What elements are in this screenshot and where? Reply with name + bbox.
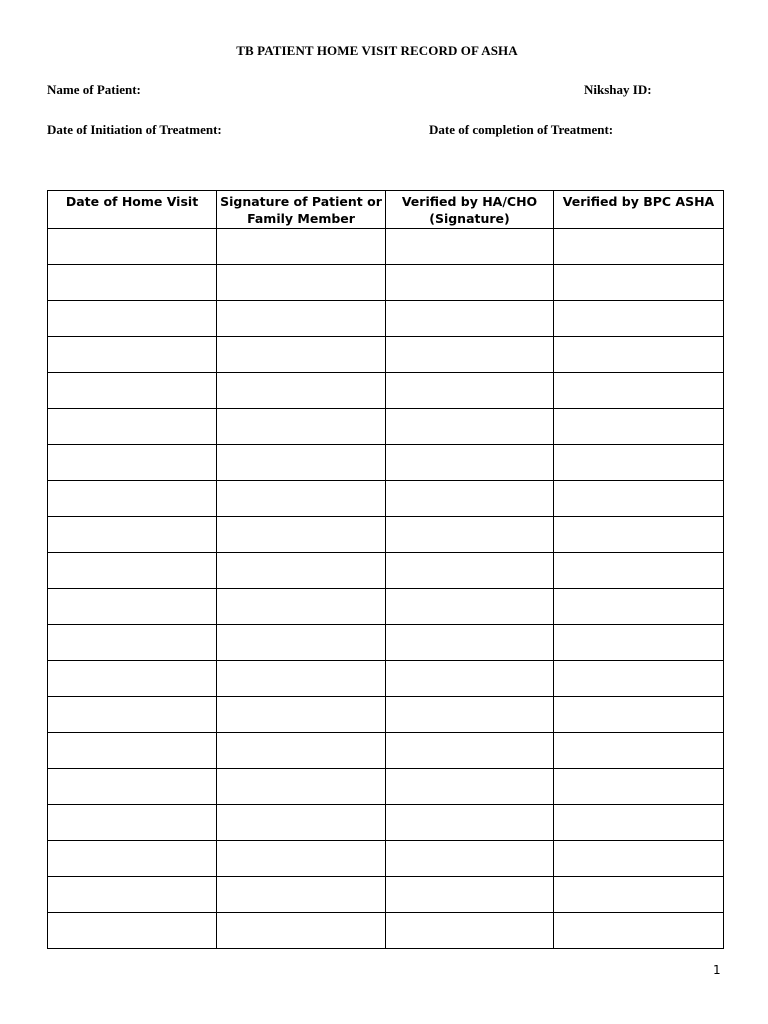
name-of-patient-label: Name of Patient: (47, 82, 141, 97)
table-cell[interactable] (386, 553, 554, 589)
date-of-initiation-label: Date of Initiation of Treatment: (47, 122, 222, 137)
column-header-signature-of-patient: Signature of Patient or Family Member (217, 191, 386, 229)
table-cell[interactable] (554, 805, 724, 841)
table-cell[interactable] (554, 841, 724, 877)
table-row (48, 769, 724, 805)
table-cell[interactable] (386, 445, 554, 481)
table-cell[interactable] (48, 697, 217, 733)
page-title: TB PATIENT HOME VISIT RECORD OF ASHA (236, 43, 518, 58)
table-row (48, 409, 724, 445)
table-cell[interactable] (554, 661, 724, 697)
table-cell[interactable] (217, 589, 386, 625)
table-cell[interactable] (386, 913, 554, 949)
page-number: 1 (713, 963, 721, 977)
table-cell[interactable] (386, 229, 554, 265)
table-cell[interactable] (554, 913, 724, 949)
table-cell[interactable] (217, 337, 386, 373)
table-cell[interactable] (217, 661, 386, 697)
table-cell[interactable] (48, 517, 217, 553)
table-header-row (48, 191, 724, 229)
table-cell[interactable] (217, 841, 386, 877)
table-cell[interactable] (48, 769, 217, 805)
table-cell[interactable] (386, 841, 554, 877)
column-header-date-of-home-visit: Date of Home Visit (48, 191, 217, 229)
table-cell[interactable] (554, 697, 724, 733)
table-cell[interactable] (386, 733, 554, 769)
table-cell[interactable] (217, 553, 386, 589)
table-cell[interactable] (48, 553, 217, 589)
table-cell[interactable] (217, 805, 386, 841)
nikshay-id-label: Nikshay ID: (584, 82, 652, 97)
table-cell[interactable] (48, 805, 217, 841)
table-cell[interactable] (217, 877, 386, 913)
table-cell[interactable] (48, 373, 217, 409)
table-cell[interactable] (386, 589, 554, 625)
table-cell[interactable] (386, 697, 554, 733)
table-cell[interactable] (386, 769, 554, 805)
table-cell[interactable] (48, 481, 217, 517)
table-cell[interactable] (554, 769, 724, 805)
table-cell[interactable] (48, 841, 217, 877)
table-cell[interactable] (48, 625, 217, 661)
table-cell[interactable] (386, 409, 554, 445)
home-visit-table (47, 190, 724, 949)
table-cell[interactable] (554, 625, 724, 661)
table-cell[interactable] (217, 373, 386, 409)
table-row (48, 661, 724, 697)
table-row (48, 337, 724, 373)
table-cell[interactable] (217, 301, 386, 337)
table-row (48, 913, 724, 949)
table-cell[interactable] (217, 409, 386, 445)
table-cell[interactable] (217, 265, 386, 301)
table-cell[interactable] (554, 265, 724, 301)
table-cell[interactable] (48, 229, 217, 265)
table-cell[interactable] (217, 517, 386, 553)
table-cell[interactable] (554, 409, 724, 445)
table-cell[interactable] (554, 337, 724, 373)
table-cell[interactable] (48, 733, 217, 769)
table-cell[interactable] (554, 517, 724, 553)
table-cell[interactable] (386, 301, 554, 337)
table-cell[interactable] (386, 265, 554, 301)
table-row (48, 373, 724, 409)
table-row (48, 805, 724, 841)
table-cell[interactable] (217, 481, 386, 517)
table-cell[interactable] (554, 877, 724, 913)
table-row (48, 589, 724, 625)
table-row (48, 517, 724, 553)
table-cell[interactable] (48, 265, 217, 301)
table-row (48, 733, 724, 769)
table-cell[interactable] (554, 553, 724, 589)
table-cell[interactable] (386, 517, 554, 553)
table-cell[interactable] (217, 625, 386, 661)
table-cell[interactable] (554, 481, 724, 517)
table-cell[interactable] (217, 445, 386, 481)
table-row (48, 553, 724, 589)
table-cell[interactable] (217, 913, 386, 949)
table-cell[interactable] (48, 445, 217, 481)
table-cell[interactable] (554, 373, 724, 409)
table-cell[interactable] (386, 625, 554, 661)
table-cell[interactable] (217, 769, 386, 805)
table-cell[interactable] (554, 589, 724, 625)
column-header-verified-by-ha-cho: Verified by HA/CHO (Signature) (386, 191, 554, 229)
table-cell[interactable] (217, 733, 386, 769)
table-cell[interactable] (386, 481, 554, 517)
table-body (48, 229, 724, 949)
table-cell[interactable] (386, 661, 554, 697)
table-cell[interactable] (48, 589, 217, 625)
table-cell[interactable] (386, 805, 554, 841)
table-row (48, 877, 724, 913)
table-row (48, 697, 724, 733)
table-cell[interactable] (217, 229, 386, 265)
column-header-verified-by-bpc-asha: Verified by BPC ASHA (554, 191, 724, 229)
table-cell[interactable] (554, 445, 724, 481)
table-cell[interactable] (217, 697, 386, 733)
table-row (48, 481, 724, 517)
table-cell[interactable] (48, 661, 217, 697)
table-cell[interactable] (386, 337, 554, 373)
table-cell[interactable] (48, 337, 217, 373)
table-row (48, 841, 724, 877)
date-of-completion-label: Date of completion of Treatment: (429, 122, 614, 137)
table-cell[interactable] (48, 913, 217, 949)
table-cell[interactable] (386, 373, 554, 409)
table-cell[interactable] (48, 301, 217, 337)
table-cell[interactable] (48, 877, 217, 913)
table-row (48, 301, 724, 337)
table-cell[interactable] (48, 409, 217, 445)
table-row (48, 625, 724, 661)
table-cell[interactable] (554, 301, 724, 337)
table-cell[interactable] (554, 733, 724, 769)
table-row (48, 229, 724, 265)
table-cell[interactable] (386, 877, 554, 913)
table-row (48, 445, 724, 481)
table-cell[interactable] (554, 229, 724, 265)
table-row (48, 265, 724, 301)
